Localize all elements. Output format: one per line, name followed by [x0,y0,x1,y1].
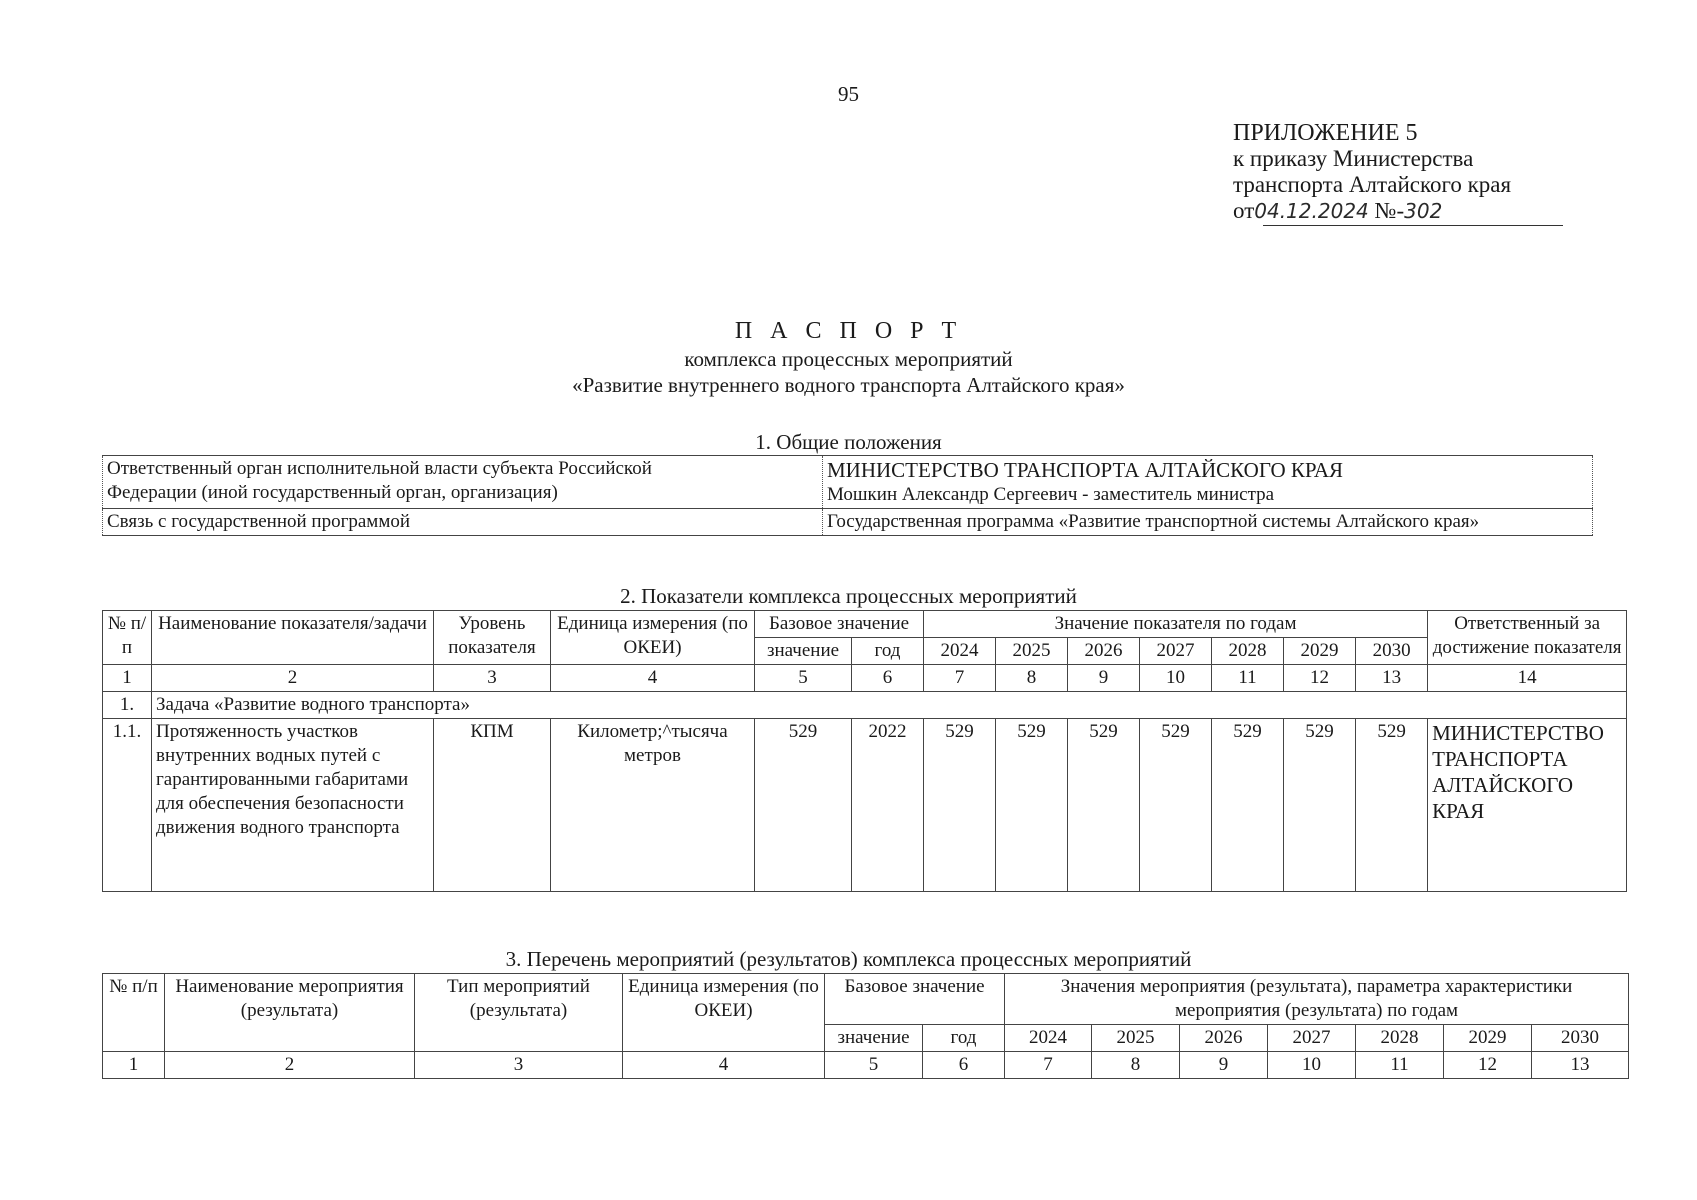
activities-table [102,973,1629,1079]
header-year: 2027 [1140,638,1212,665]
col-number: 5 [825,1052,923,1079]
program-link-label: Связь с государственной программой [103,509,823,536]
indicator-value: 529 [924,719,996,892]
header-year: 2026 [1068,638,1140,665]
program-link-value: Государственная программа «Развитие транспортной системы Алтайского края» [823,509,1593,536]
appendix-line-1: к приказу Министерства [1233,146,1474,171]
header-base-year: год [852,638,924,665]
col-number: 7 [1005,1052,1092,1079]
col-number: 5 [755,665,852,692]
col-number: 6 [852,665,924,692]
col-number: 3 [415,1052,623,1079]
responsible-person: Мошкин Александр Сергеевич - заместитель министра [827,484,1275,505]
responsible-org-label-line-1: Ответственный орган исполнительной власти субъекта Российской [107,458,652,479]
col-number: 12 [1284,665,1356,692]
col-number: 12 [1444,1052,1532,1079]
section1-title: 1. Общие положения [755,430,942,454]
responsible-org-label-line-2: Федерации (иной государственный орган, организация) [107,482,558,503]
indicator-responsible: МИНИСТЕРСТВО ТРАНСПОРТА АЛТАЙСКОГО КРАЯ [1428,719,1627,892]
order-date-handwritten: 04.12.2024 [1254,199,1369,223]
col-number: 2 [152,665,434,692]
header-year: 2029 [1284,638,1356,665]
responsible-org-name: МИНИСТЕРСТВО ТРАНСПОРТА АЛТАЙСКОГО КРАЯ [827,458,1344,482]
task-num: 1. [103,692,152,719]
col-number: 8 [1092,1052,1180,1079]
header-year: 2029 [1444,1025,1532,1052]
header-year: 2024 [924,638,996,665]
passport-title: П А С П О Р Т [734,318,963,344]
table-row [103,456,1593,509]
header-num: № п/п [103,974,165,1052]
responsible-org-value [823,456,1593,509]
indicator-value: 529 [1284,719,1356,892]
col-number: 9 [1068,665,1140,692]
task-name: Задача «Развитие водного транспорта» [152,692,1627,719]
passport-heading [0,316,1697,398]
order-underline [1263,225,1563,226]
indicator-value: 529 [1068,719,1140,892]
appendix-line-2: транспорта Алтайского края [1233,172,1512,197]
indicator-unit: Километр;^тысяча метров [551,719,755,892]
header-base: Базовое значение [825,974,1005,1025]
header-base-value: значение [755,638,852,665]
col-number: 13 [1356,665,1428,692]
header-year: 2026 [1180,1025,1268,1052]
column-number-row [103,1052,1629,1079]
header-level: Уровень показателя [434,611,551,665]
header-num: № п/п [103,611,152,665]
order-from-prefix: от [1233,198,1255,223]
appendix-title: ПРИЛОЖЕНИЕ 5 [1233,120,1418,146]
col-number: 8 [996,665,1068,692]
col-number: 7 [924,665,996,692]
col-number: 10 [1140,665,1212,692]
col-number: 6 [923,1052,1005,1079]
header-responsible: Ответственный за достижение показателя [1428,611,1627,665]
header-indicator-name: Наименование показателя/задачи [152,611,434,665]
header-year: 2030 [1532,1025,1629,1052]
header-year: 2028 [1212,638,1284,665]
indicator-base-year: 2022 [852,719,924,892]
header-years-group: Значение показателя по годам [924,611,1428,638]
col-number: 10 [1268,1052,1356,1079]
header-year: 2025 [1092,1025,1180,1052]
indicator-value: 529 [1212,719,1284,892]
general-provisions-table [102,455,1593,536]
indicator-level: КПМ [434,719,551,892]
appendix-block [1233,120,1563,224]
col-number: 2 [165,1052,415,1079]
indicators-table [102,610,1627,892]
indicator-value: 529 [996,719,1068,892]
header-base-value: значение [825,1025,923,1052]
header-year: 2025 [996,638,1068,665]
col-number: 11 [1356,1052,1444,1079]
col-number: 11 [1212,665,1284,692]
indicator-base-value: 529 [755,719,852,892]
header-years-group: Значения мероприятия (результата), параметра характеристики мероприятия (результата) по годам [1005,974,1629,1025]
col-number: 9 [1180,1052,1268,1079]
col-number: 14 [1428,665,1627,692]
col-number: 1 [103,1052,165,1079]
order-number-handwritten: 302 [1404,199,1443,223]
header-activity-type: Тип мероприятий (результата) [415,974,623,1052]
indicator-name: Протяженность участков внутренних водных путей с гарантированными габаритами для обеспечения безопасности движения водного транспорта [152,719,434,892]
column-number-row [103,665,1627,692]
order-date-number: от04.12.2024 №-302 [1233,198,1563,224]
page-number: 95 [838,82,859,106]
table-row [103,509,1593,536]
col-number: 4 [623,1052,825,1079]
section2-title: 2. Показатели комплекса процессных мероприятий [620,584,1077,608]
responsible-org-label [103,456,823,509]
indicator-value: 529 [1356,719,1428,892]
table-header-row [103,974,1629,1025]
col-number: 3 [434,665,551,692]
indicator-num: 1.1. [103,719,152,892]
header-activity-name: Наименование мероприятия (результата) [165,974,415,1052]
header-year: 2024 [1005,1025,1092,1052]
header-unit: Единица измерения (по ОКЕИ) [551,611,755,665]
passport-subtitle: комплекса процессных мероприятий [684,347,1013,371]
header-base-year: год [923,1025,1005,1052]
header-year: 2027 [1268,1025,1356,1052]
section3-title: 3. Перечень мероприятий (результатов) комплекса процессных мероприятий [505,947,1192,971]
table-row [103,719,1627,892]
header-unit: Единица измерения (по ОКЕИ) [623,974,825,1052]
header-year: 2028 [1356,1025,1444,1052]
col-number: 4 [551,665,755,692]
header-year: 2030 [1356,638,1428,665]
col-number: 13 [1532,1052,1629,1079]
order-number-prefix: № [1374,198,1397,223]
col-number: 1 [103,665,152,692]
passport-program-name: «Развитие внутреннего водного транспорта Алтайского края» [572,373,1125,397]
indicator-value: 529 [1140,719,1212,892]
header-base: Базовое значение [755,611,924,638]
task-row [103,692,1627,719]
